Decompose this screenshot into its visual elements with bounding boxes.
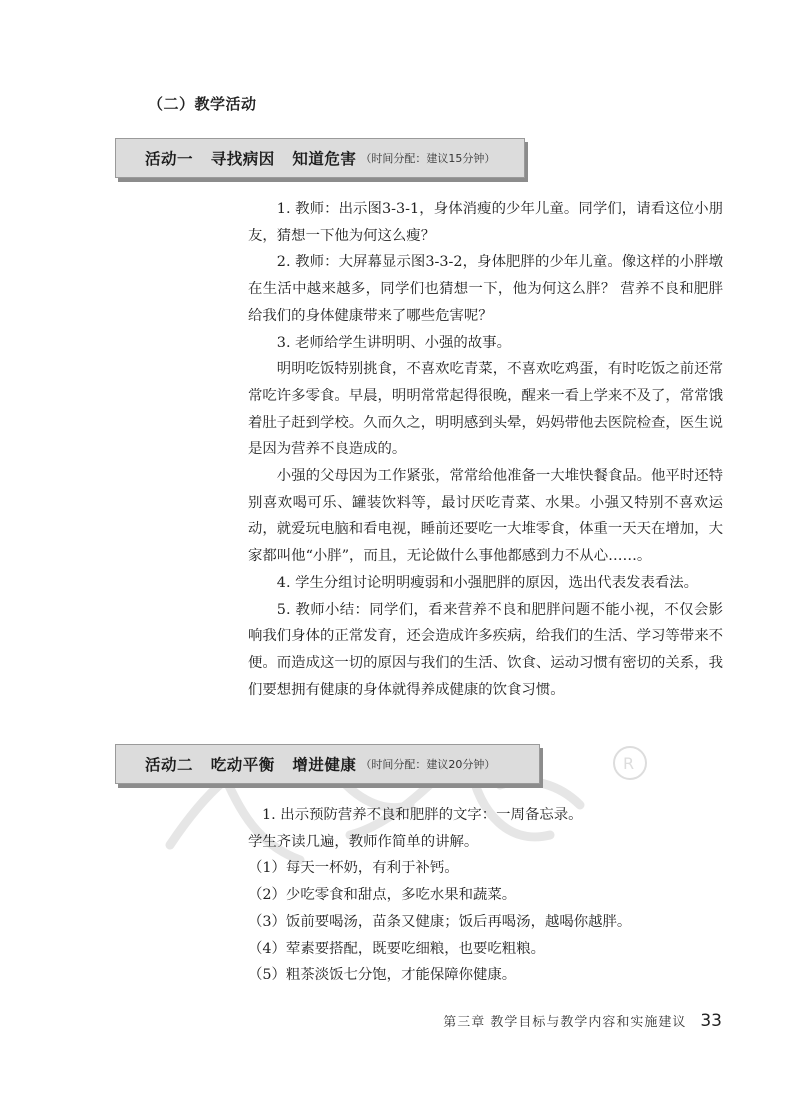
section-heading: （二）教学活动 xyxy=(148,95,257,113)
list-item: （4）荤素要搭配，既要吃细粮，也要吃粗粮。 xyxy=(248,940,545,957)
paragraph: 4. 学生分组讨论明明瘦弱和小强肥胖的原因，选出代表发表看法。 xyxy=(276,574,699,591)
activity-one-body xyxy=(248,196,723,703)
activity-one-header xyxy=(115,138,525,178)
paragraph: 3. 老师给学生讲明明、小强的故事。 xyxy=(276,334,511,351)
svg-text:R: R xyxy=(623,754,635,773)
list-item: （3）饭前要喝汤，苗条又健康；饭后再喝汤，越喝你越胖。 xyxy=(248,913,632,930)
activity-two-time: （时间分配：建议20分钟） xyxy=(360,758,496,771)
paragraph: 2. 教师：大屏幕显示图3-3-2，身体肥胖的少年儿童。像这样的小胖墩在生活中越来越多，同学们也猜想一下，他为何这么胖？ 营养不良和肥胖给我们的身体健康带来了哪些危害呢？ xyxy=(248,254,723,324)
activity-one-title: 活动一 寻找病因 知道危害 xyxy=(145,150,357,168)
activity-two-header xyxy=(115,744,540,784)
page-number: 33 xyxy=(700,1011,722,1031)
paragraph: 明明吃饭特别挑食，不喜欢吃青菜，不喜欢吃鸡蛋，有时吃饭之前还常常吃许多零食。早晨，明明常常起得很晚，醒来一看上学来不及了，常常饿着肚子赶到学校。久而久之，明明感到头晕，妈妈带他去医院检查，医生说是因为营养不良造成的。 xyxy=(248,361,723,458)
activity-two-body xyxy=(248,802,723,989)
paragraph: 小强的父母因为工作紧张，常常给他准备一大堆快餐食品。他平时还特别喜欢喝可乐、罐装饮料等，最讨厌吃青菜、水果。小强又特别不喜欢运动，就爱玩电脑和看电视，睡前还要吃一大堆零食，体重一天天在增加，大家都叫他“小胖”，而且，无论做什么事他都感到力不从心……。 xyxy=(248,468,723,565)
chapter-title: 第三章 教学目标与教学内容和实施建议 xyxy=(443,1015,687,1030)
list-item: （1）每天一杯奶，有利于补钙。 xyxy=(248,860,459,877)
paragraph: 5. 教师小结：同学们，看来营养不良和肥胖问题不能小视，不仅会影响我们身体的正常发育，还会造成许多疾病，给我们的生活、学习等带来不便。而造成这一切的原因与我们的生活、饮食、运动习惯有密切的关系，我们要想拥有健康的身体就得养成健康的饮食习惯。 xyxy=(248,601,723,698)
paragraph: 1. 出示预防营养不良和肥胖的文字：一周备忘录。 xyxy=(262,807,583,823)
list-item: （5）粗茶淡饭七分饱，才能保障你健康。 xyxy=(248,967,517,984)
paragraph: 1. 教师：出示图3-3-1，身体消瘦的少年儿童。同学们，请看这位小朋友，猜想一下他为何这么瘦？ xyxy=(248,201,723,244)
registered-mark-icon xyxy=(614,747,646,779)
page-footer xyxy=(443,1011,722,1031)
paragraph: 学生齐读几遍，教师作简单的讲解。 xyxy=(248,833,479,850)
list-item: （2）少吃零食和甜点，多吃水果和蔬菜。 xyxy=(248,887,517,904)
activity-one-time: （时间分配：建议15分钟） xyxy=(360,152,496,165)
activity-two-title: 活动二 吃动平衡 增进健康 xyxy=(145,756,357,774)
